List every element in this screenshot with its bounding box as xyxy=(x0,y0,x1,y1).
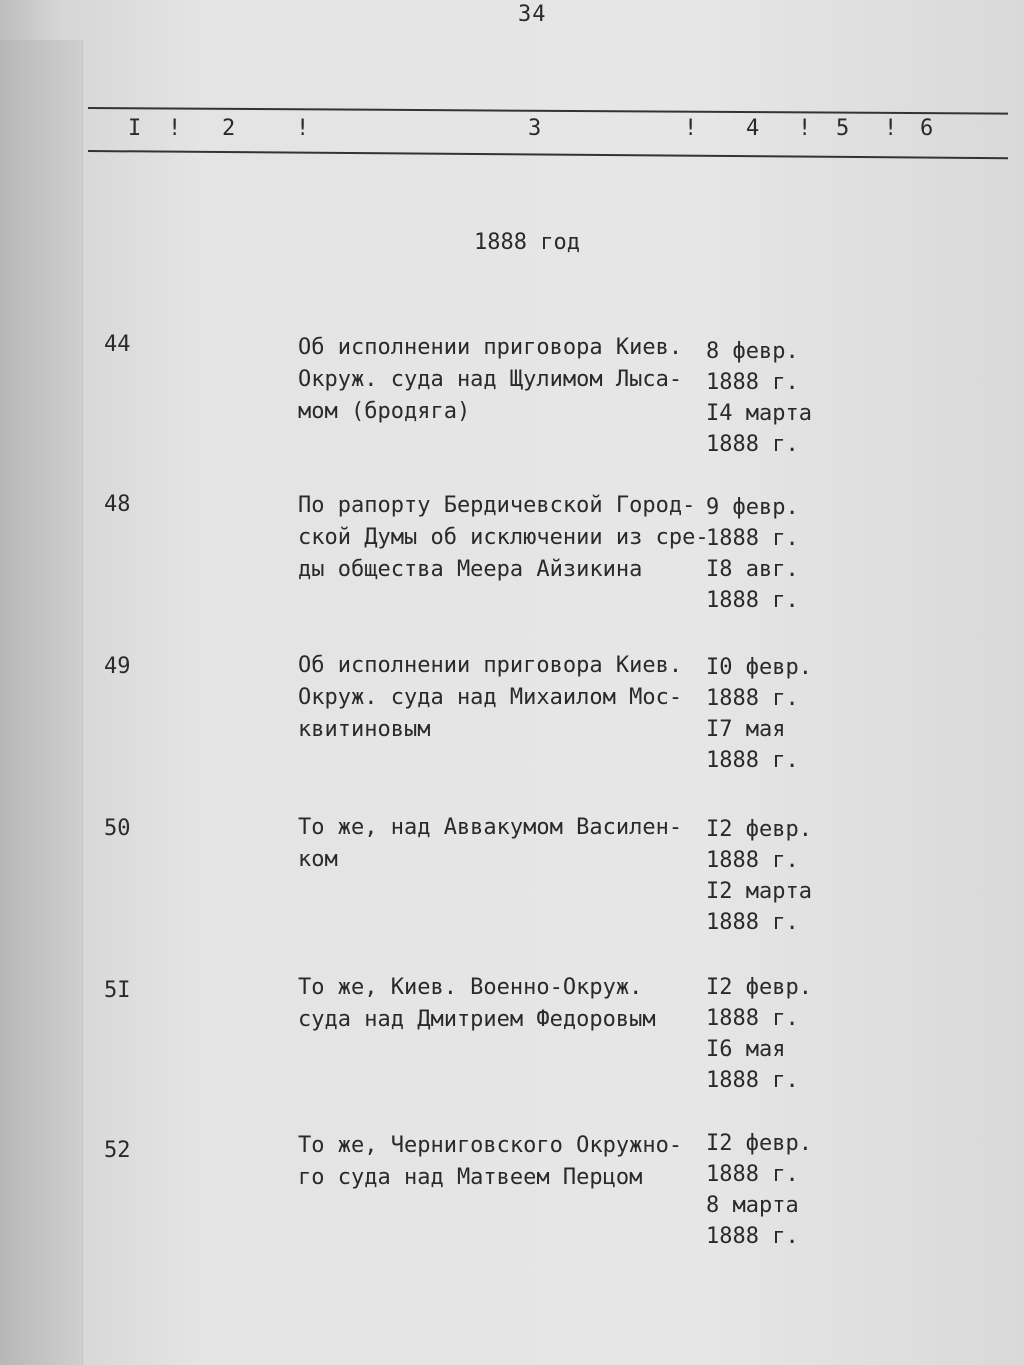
entry-description xyxy=(298,650,698,746)
entry-number: 50 xyxy=(104,816,131,841)
header-bottom-rule xyxy=(88,150,1008,159)
description-line: суда над Дмитрием Федоровым xyxy=(298,1007,656,1032)
column-1-label: I xyxy=(128,116,142,141)
date-line: 1888 г. xyxy=(706,432,799,457)
entry-description xyxy=(298,972,698,1036)
date-line: 1888 г. xyxy=(706,370,799,395)
entry-dates xyxy=(706,972,812,1096)
date-line: I2 марта xyxy=(706,879,812,904)
page-number: 34 xyxy=(518,2,547,27)
entry-description xyxy=(298,332,698,428)
column-separator: ! xyxy=(884,116,898,141)
date-line: I8 авг. xyxy=(706,557,799,582)
description-line: Окруж. суда над Щулимом Лыса- xyxy=(298,367,683,392)
date-line: 1888 г. xyxy=(706,526,799,551)
date-line: 1888 г. xyxy=(706,910,799,935)
description-line: По рапорту Бердичевской Город- xyxy=(298,493,696,518)
entry-description xyxy=(298,812,698,876)
entry-number: 5I xyxy=(104,978,131,1003)
description-line: Окруж. суда над Михаилом Мос- xyxy=(298,685,683,710)
date-line: 1888 г. xyxy=(706,1162,799,1187)
column-4-label: 4 xyxy=(746,116,760,141)
entry-description xyxy=(298,490,709,586)
column-separator: ! xyxy=(798,116,812,141)
entry-dates xyxy=(706,492,799,616)
entry-number: 52 xyxy=(104,1138,131,1163)
entry-number: 49 xyxy=(104,654,131,679)
entry-dates xyxy=(706,336,812,460)
entry-dates xyxy=(706,652,812,776)
date-line: 1888 г. xyxy=(706,588,799,613)
entry-description xyxy=(298,1130,698,1194)
date-line: I4 марта xyxy=(706,401,812,426)
description-line: То же, Черниговского Окружно- xyxy=(298,1133,683,1158)
date-line: 1888 г. xyxy=(706,686,799,711)
date-line: 9 февр. xyxy=(706,495,799,520)
date-line: 1888 г. xyxy=(706,848,799,873)
description-line: ды общества Меера Айзикина xyxy=(298,557,643,582)
header-top-rule xyxy=(88,107,1008,115)
description-line: ком xyxy=(298,847,338,872)
date-line: I2 февр. xyxy=(706,817,812,842)
date-line: 8 марта xyxy=(706,1193,799,1218)
date-line: 1888 г. xyxy=(706,748,799,773)
description-line: го суда над Матвеем Перцом xyxy=(298,1165,643,1190)
entry-dates xyxy=(706,1128,812,1252)
date-line: 1888 г. xyxy=(706,1068,799,1093)
adjacent-page-edge xyxy=(0,40,83,1365)
column-2-label: 2 xyxy=(222,116,236,141)
description-line: То же, над Аввакумом Василен- xyxy=(298,815,683,840)
date-line: I7 мая xyxy=(706,717,786,742)
column-6-label: 6 xyxy=(920,116,934,141)
column-separator: ! xyxy=(684,116,698,141)
date-line: I0 февр. xyxy=(706,655,812,680)
date-line: 8 февр. xyxy=(706,339,799,364)
description-line: То же, Киев. Военно-Окруж. xyxy=(298,975,643,1000)
description-line: Об исполнении приговора Киев. xyxy=(298,653,683,678)
column-3-label: 3 xyxy=(528,116,542,141)
column-5-label: 5 xyxy=(836,116,850,141)
description-line: квитиновым xyxy=(298,717,431,742)
date-line: 1888 г. xyxy=(706,1224,799,1249)
description-line: ской Думы об исключении из сре- xyxy=(298,525,709,550)
date-line: 1888 г. xyxy=(706,1006,799,1031)
entry-number: 44 xyxy=(104,332,131,357)
column-separator: ! xyxy=(168,116,182,141)
date-line: I2 февр. xyxy=(706,1131,812,1156)
entry-dates xyxy=(706,814,812,938)
year-heading: 1888 год xyxy=(474,230,580,255)
date-line: I2 февр. xyxy=(706,975,812,1000)
date-line: I6 мая xyxy=(706,1037,786,1062)
column-separator: ! xyxy=(296,116,310,141)
entry-number: 48 xyxy=(104,492,131,517)
description-line: Об исполнении приговора Киев. xyxy=(298,335,683,360)
description-line: мом (бродяга) xyxy=(298,399,471,424)
